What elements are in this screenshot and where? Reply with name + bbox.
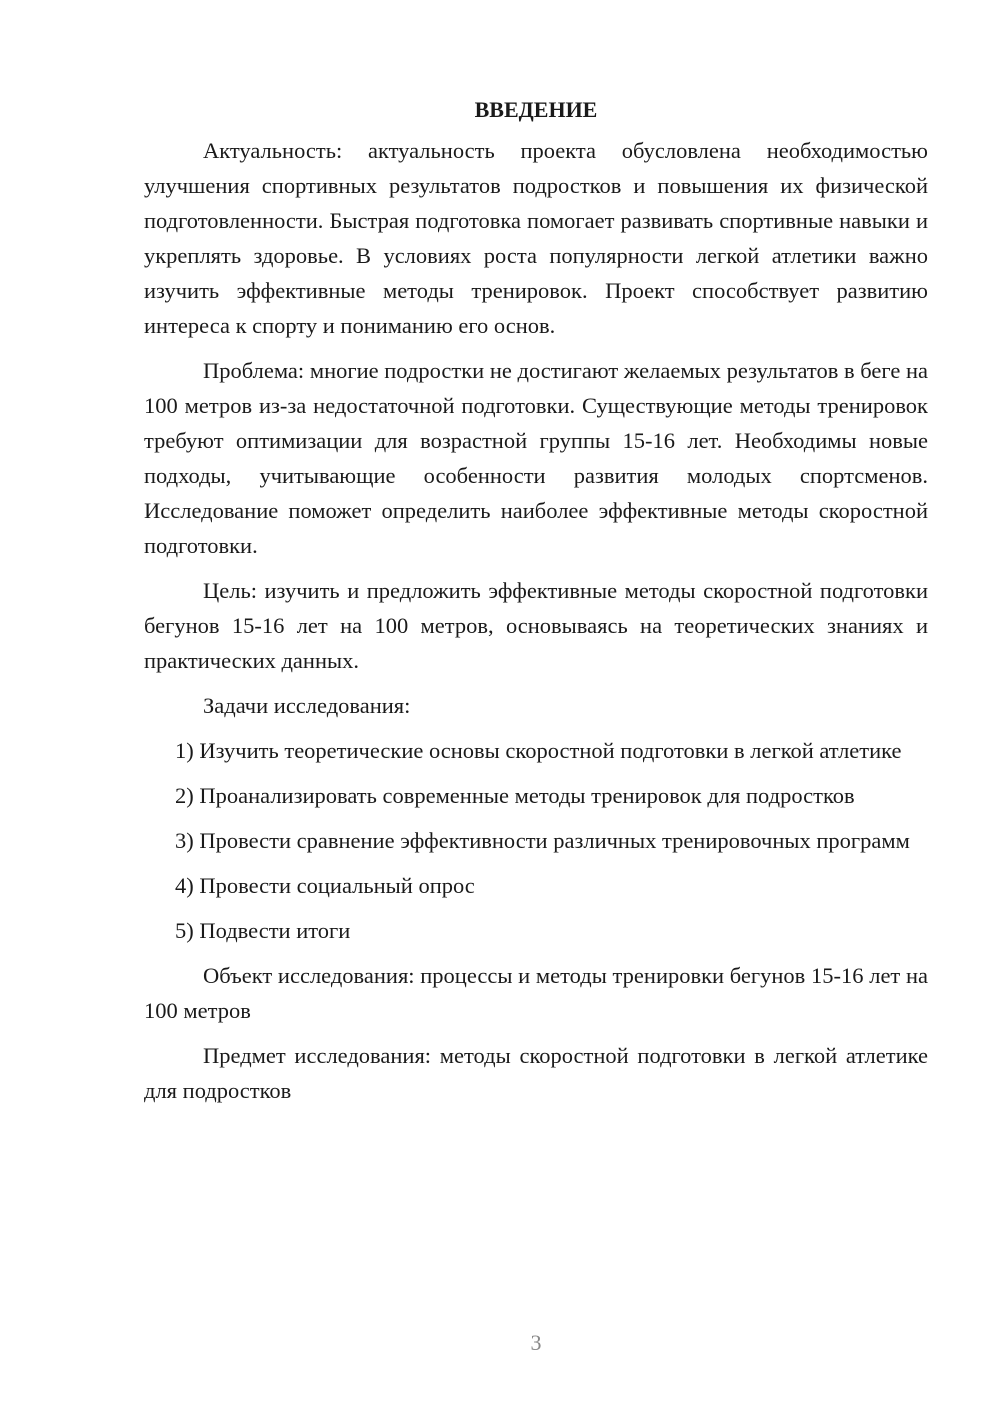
task-item-4: 4) Провести социальный опрос: [175, 873, 475, 898]
subject-paragraph: Предмет исследования: методы скоростной подготовки в легкой атлетике для подростков: [144, 1043, 928, 1103]
task-item-5: 5) Подвести итоги: [175, 918, 351, 943]
problem-paragraph: Проблема: многие подростки не достигают желаемых результатов в беге на 100 метров из-за недостаточной подготовки. Существующие методы тренировок требуют оптимизации для возрастной группы 15-16 лет. Необходимы новые подходы, учитывающие особенности развития молодых спортсменов. Исследование поможет определить наиболее эффективные методы скоростной подготовки.: [144, 358, 928, 558]
tasks-heading: Задачи исследования:: [203, 693, 411, 718]
task-item-3: 3) Провести сравнение эффективности различных тренировочных программ: [175, 828, 910, 853]
page-title: ВВЕДЕНИЕ: [474, 97, 598, 122]
goal-paragraph: Цель: изучить и предложить эффективные методы скоростной подготовки бегунов 15-16 лет на 100 метров, основываясь на теоретических знаниях и практических данных.: [144, 578, 928, 673]
page-number: 3: [530, 1330, 542, 1355]
relevance-paragraph: Актуальность: актуальность проекта обусловлена необходимостью улучшения спортивных результатов подростков и повышения их физической подготовленности. Быстрая подготовка помогает развивать спортивные навыки и укреплять здоровье. В условиях роста популярности легкой атлетики важно изучить эффективные методы тренировок. Проект способствует развитию интереса к спорту и пониманию его основ.: [144, 138, 928, 338]
page-content: [144, 92, 928, 1118]
object-paragraph: Объект исследования: процессы и методы тренировки бегунов 15-16 лет на 100 метров: [144, 963, 928, 1023]
task-item-2: 2) Проанализировать современные методы тренировок для подростков: [175, 783, 855, 808]
task-item-1: 1) Изучить теоретические основы скоростной подготовки в легкой атлетике: [175, 738, 902, 763]
